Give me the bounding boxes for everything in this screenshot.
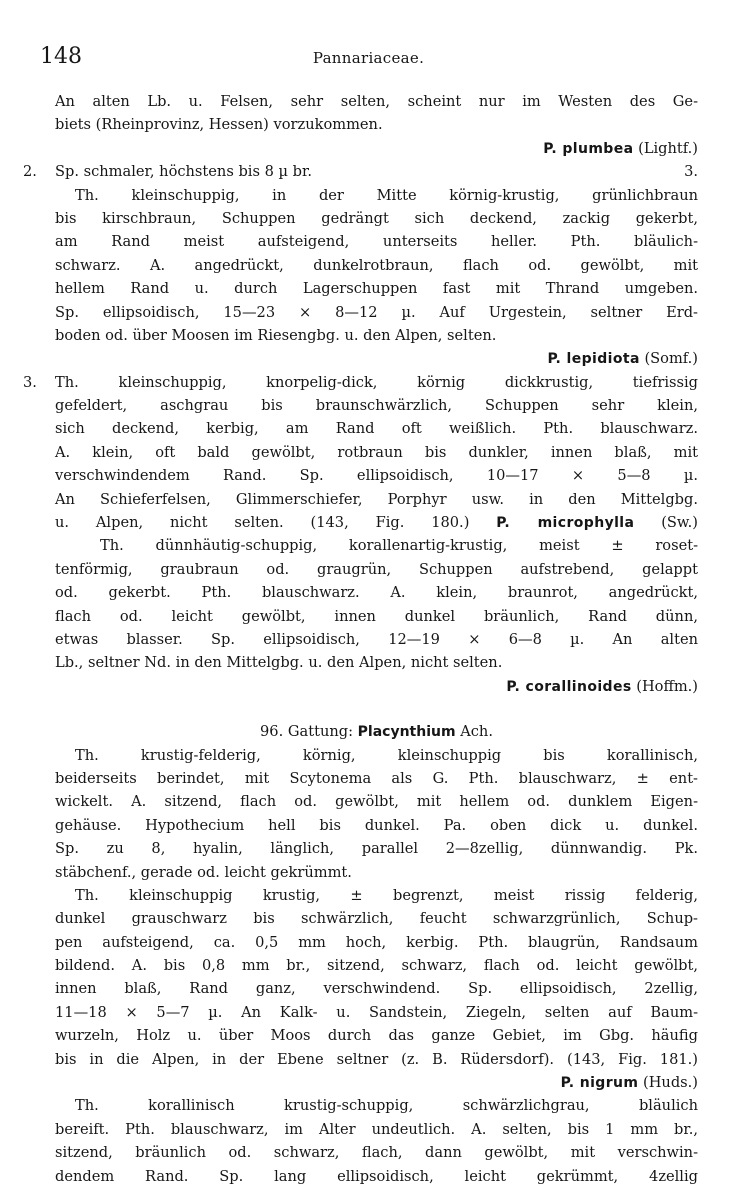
text-line: sitzend, bräunlich od. schwarz, flach, dann gewölbt, mit verschwin- — [55, 1144, 698, 1162]
text-line: A. klein, oft bald gewölbt, rotbraun bis dunkler, innen blaß, mit — [55, 443, 698, 461]
key-lead-3 — [23, 371, 698, 394]
text-line: An alten Lb. u. Felsen, sehr selten, scheint nur im Westen des Ge- — [55, 93, 698, 110]
text-line: Th. krustig-felderig, körnig, kleinschuppig bis korallinisch, — [75, 746, 698, 764]
species-author: (Sw.) — [661, 514, 698, 532]
text-line: dunkel grauschwarz bis schwärzlich, feucht schwarzgrünlich, Schup- — [55, 910, 698, 928]
species-name: P. microphylla — [496, 515, 635, 532]
text-line: gefeldert, aschgrau bis braunschwärzlich, Schuppen sehr klein, — [55, 397, 698, 415]
text-fragment: u. Alpen, nicht selten. (143, Fig. 180.) — [55, 514, 470, 532]
genus-heading — [55, 720, 698, 743]
species-line-microphylla — [55, 511, 698, 534]
text-line: Sp. ellipsoidisch, 15—23 × 8—12 µ. Auf Urgestein, seltner Erd- — [55, 303, 698, 321]
text-line: Th. kleinschuppig, in der Mitte körnig-krustig, grünlichbraun — [75, 186, 698, 204]
text-line: bis in die Alpen, in der Ebene seltner (z. B. Rüdersdorf). (143, Fig. 181.) — [55, 1050, 698, 1068]
text-line: Th. korallinisch krustig-schuppig, schwärzlichgrau, bläulich — [75, 1097, 698, 1115]
text-line: beiderseits berindet, mit Scytonema als G. Pth. blauschwarz, ± ent- — [55, 769, 698, 787]
species-name: P. lepidiota — [547, 351, 640, 368]
species-line-plumbea — [55, 137, 698, 160]
text-line: etwas blasser. Sp. ellipsoidisch, 12—19 × 6—8 µ. An alten — [55, 630, 698, 648]
text-line: Th. dünnhäutig-schuppig, korallenartig-krustig, meist ± roset- — [100, 537, 698, 555]
key-lead-2 — [23, 160, 698, 183]
text-line: wickelt. A. sitzend, flach od. gewölbt, mit hellem od. dunklem Eigen- — [55, 793, 698, 811]
genus-author: Ach. — [460, 723, 493, 741]
species-group — [496, 514, 698, 531]
text-line: boden od. über Moosen im Riesengbg. u. den Alpen, selten. — [55, 326, 497, 344]
text-line: wurzeln, Holz u. über Moos durch das ganze Gebiet, im Gbg. häufig — [55, 1027, 698, 1045]
key-lead-text: Th. kleinschuppig, knorpelig-dick, körnig dickkrustig, tiefrissig — [55, 373, 698, 391]
text-line: Sp. zu 8, hyalin, länglich, parallel 2—8zellig, dünnwandig. Pk. — [55, 840, 698, 858]
text-line: Lb., seltner Nd. in den Mittelgbg. u. den Alpen, nicht selten. — [55, 654, 503, 672]
text-line: tenförmig, graubraun od. graugrün, Schuppen aufstrebend, gelappt — [55, 560, 698, 578]
genus-name: Placynthium — [357, 724, 456, 741]
species-line-nigrum — [55, 1071, 698, 1094]
key-marker: 2. — [23, 163, 37, 181]
species-author: (Lightf.) — [638, 139, 698, 157]
page-number: 148 — [40, 44, 82, 69]
body-text — [23, 90, 698, 1188]
section-gap — [55, 698, 698, 720]
text-line: schwarz. A. angedrückt, dunkelrotbraun, flach od. gewölbt, mit — [55, 256, 698, 274]
species-author: (Somf.) — [644, 350, 698, 368]
species-name: P. nigrum — [560, 1075, 639, 1092]
text-line: sich deckend, kerbig, am Rand oft weißlich. Pth. blauschwarz. — [55, 420, 698, 438]
text-line: gehäuse. Hypothecium hell bis dunkel. Pa. oben dick u. dunkel. — [55, 816, 698, 834]
species-author: (Hoffm.) — [636, 677, 698, 695]
text-line: am Rand meist aufsteigend, unterseits heller. Pth. bläulich- — [55, 233, 698, 251]
text-line: dendem Rand. Sp. lang ellipsoidisch, leicht gekrümmt, 4zellig — [55, 1167, 698, 1185]
species-author: (Huds.) — [643, 1074, 698, 1092]
species-name: P. corallinoides — [506, 678, 632, 695]
text-line: An Schieferfelsen, Glimmerschiefer, Porphyr usw. in den Mittelgbg. — [55, 490, 698, 508]
running-head: Pannariaceae. — [312, 49, 425, 67]
text-line: flach od. leicht gewölbt, innen dunkel bräunlich, Rand dünn, — [55, 607, 698, 625]
species-line-corallinoides — [55, 675, 698, 698]
species-name: P. plumbea — [543, 140, 634, 157]
text-line: pen aufsteigend, ca. 0,5 mm hoch, kerbig. Pth. blaugrün, Randsaum — [55, 933, 698, 951]
text-line: innen blaß, Rand ganz, verschwindend. Sp. ellipsoidisch, 2zellig, — [55, 980, 698, 998]
text-line: bildend. A. bis 0,8 mm br., sitzend, schwarz, flach od. leicht gewölbt, — [55, 957, 698, 975]
species-line-lepidiota — [55, 347, 698, 370]
text-line: hellem Rand u. durch Lagerschuppen fast mit Thrand umgeben. — [55, 280, 698, 298]
page-header — [40, 44, 697, 74]
key-lead-text: Sp. schmaler, höchstens bis 8 µ br. — [55, 163, 312, 181]
text-line: 11—18 × 5—7 µ. An Kalk- u. Sandstein, Ziegeln, selten auf Baum- — [55, 1003, 698, 1021]
key-marker: 3. — [23, 373, 37, 391]
text-line: bereift. Pth. blauschwarz, im Alter undeutlich. A. selten, bis 1 mm br., — [55, 1120, 698, 1138]
text-line: Th. kleinschuppig krustig, ± begrenzt, meist rissig felderig, — [75, 886, 698, 904]
text-line: verschwindendem Rand. Sp. ellipsoidisch, 10—17 × 5—8 µ. — [55, 467, 698, 485]
text-line: bis kirschbraun, Schuppen gedrängt sich deckend, zackig gekerbt, — [55, 209, 698, 227]
text-line: biets (Rheinprovinz, Hessen) vorzukommen. — [55, 116, 383, 134]
genus-prefix: 96. Gattung: — [260, 723, 354, 741]
text-line: od. gekerbt. Pth. blauschwarz. A. klein, braunrot, angedrückt, — [55, 584, 698, 602]
text-line: stäbchenf., gerade od. leicht gekrümmt. — [55, 863, 352, 881]
key-goto-number: 3. — [684, 163, 698, 181]
